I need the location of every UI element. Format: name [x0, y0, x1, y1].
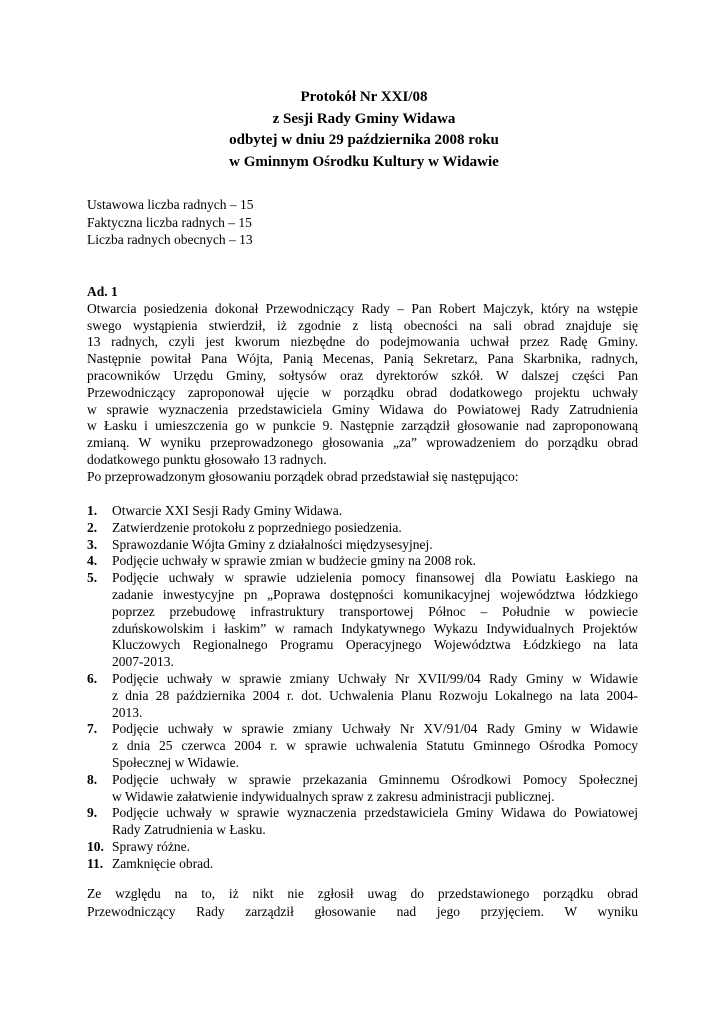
agenda-item — [87, 553, 638, 570]
section-paragraph — [87, 301, 638, 469]
paragraph-line: dodatkowego punktu głosowało 13 radnych. — [87, 451, 327, 467]
agenda-item-line: Podjęcie uchwały w sprawie udzielenia pomocy finansowej dla Powiatu Łaskiego na — [112, 570, 638, 586]
agenda-item-number: 3. — [87, 536, 98, 552]
agenda-item-line: Rady Zatrudnienia w Łasku. — [112, 822, 266, 838]
agenda-item-text — [112, 856, 638, 873]
agenda-item-line: zadanie inwestycyjne pn „Poprawa dostępności komunikacyjnej województwa łódzkiego — [112, 586, 638, 602]
agenda-item-text — [112, 839, 638, 856]
agenda-item-text — [112, 537, 638, 554]
agenda-item — [87, 520, 638, 537]
agenda-item — [87, 503, 638, 520]
closing-paragraph — [87, 885, 638, 920]
agenda-item — [87, 856, 638, 873]
paragraph-line: zmianą. W wyniku przeprowadzonego głosowania „za” wprowadzeniem do porządku obrad — [87, 435, 638, 451]
paragraph-line: 13 radnych, czyli jest kworum niezbędne do podejmowania uchwał przez Radę Gminy. — [87, 334, 638, 350]
agenda-item — [87, 671, 638, 721]
agenda-item-text — [112, 721, 638, 771]
agenda-item-number: 6. — [87, 670, 98, 686]
closing-line: Ze względu na to, iż nikt nie zgłosił uwag do przedstawionego porządku obrad — [87, 886, 638, 901]
agenda-item-line: Podjęcie uchwały w sprawie przekazania Gminnemu Ośrodkowi Pomocy Społecznej — [112, 771, 638, 787]
agenda-item-number: 10. — [87, 838, 104, 854]
agenda-item-line: Kluczowych Regionalnego Programu Operacyjnego Województwa Łódzkiego na lata — [112, 637, 638, 653]
paragraph-line: w Łasku i umieszczenia go w punkcie 9. Następnie zarządził głosowanie nad zaproponowaną — [87, 418, 638, 434]
agenda-item-number: 4. — [87, 553, 98, 569]
title-line: odbytej w dniu 29 października 2008 roku — [229, 132, 499, 148]
agenda-item — [87, 570, 638, 671]
agenda-intro: Po przeprowadzonym głosowaniu porządek obrad przedstawiał się następująco: — [87, 468, 519, 484]
title-line: z Sesji Rady Gminy Widawa — [272, 110, 456, 127]
agenda-item-line: Podjęcie uchwały w sprawie zmiany Uchwały Nr XV/91/04 Rady Gminy w Widawie — [112, 721, 638, 737]
agenda-item — [87, 772, 638, 806]
attendance-stats — [87, 196, 253, 249]
agenda-item-line: Sprawy różne. — [112, 838, 190, 854]
agenda-item-line: Sprawozdanie Wójta Gminy z działalności międzysesyjnej. — [112, 536, 433, 552]
section-ad-1 — [87, 284, 638, 486]
agenda-item-line: Społecznej w Widawie. — [112, 754, 240, 770]
title-line: w Gminnym Ośrodku Kultury w Widawie — [229, 153, 499, 170]
agenda-item-text — [112, 570, 638, 671]
agenda-item — [87, 721, 638, 771]
agenda-item-line: z dnia 25 czerwca 2004 r. w sprawie uchwalenia Statutu Gminnego Ośrodka Pomocy — [112, 738, 638, 754]
agenda-item-number: 2. — [87, 519, 98, 535]
stat-line: Liczba radnych obecnych – 13 — [87, 232, 253, 247]
agenda-item-number: 1. — [87, 503, 98, 518]
paragraph-line: Przewodniczący zaproponował ujęcie w porządku obrad dodatkowego projektu uchwały — [87, 384, 638, 400]
agenda-item-text — [112, 772, 638, 806]
agenda-item — [87, 805, 638, 839]
agenda-item-text — [112, 671, 638, 721]
agenda-item-line: 2013. — [112, 704, 143, 720]
agenda-item-text — [112, 520, 638, 537]
agenda-list — [87, 503, 638, 873]
agenda-item-number: 11. — [87, 855, 104, 871]
paragraph-line: Następnie powitał Pana Wójta, Panią Mecenas, Panią Sekretarz, Pana Skarbnika, radnych, — [87, 351, 638, 367]
paragraph-line: pracowników Urzędu Gminy, sołtysów oraz dyrektorów szkół. W dalszej części Pan — [87, 367, 638, 383]
paragraph-line: w sprawie wyznaczenia przedstawiciela Gminy Widawa do Powiatowej Rady Zatrudnienia — [87, 401, 638, 417]
agenda-item — [87, 839, 638, 856]
agenda-item-line: poprzez przebudowę infrastruktury transportowej Północ – Południe w powiecie — [112, 603, 638, 619]
agenda-item-line: Zamknięcie obrad. — [112, 855, 214, 871]
agenda-item — [87, 537, 638, 554]
agenda-item-text — [112, 503, 638, 520]
agenda-item-text — [112, 553, 638, 570]
agenda-item-text — [112, 805, 638, 839]
document-title — [90, 87, 638, 173]
paragraph-line: Otwarcia posiedzenia dokonał Przewodniczący Rady – Pan Robert Majczyk, który na wstępie — [87, 300, 638, 316]
agenda-item-line: Otwarcie XXI Sesji Rady Gminy Widawa. — [112, 503, 343, 518]
paragraph-line: swego wystąpienia stwierdził, iż zgodnie z listą obecności na sali obrad znajduje się — [87, 317, 638, 333]
agenda-item-line: Podjęcie uchwały w sprawie wyznaczenia przedstawiciela Gminy Widawa do Powiatowej — [112, 805, 638, 821]
section-heading: Ad. 1 — [87, 284, 118, 299]
agenda-item-line: Zatwierdzenie protokołu z poprzedniego posiedzenia. — [112, 519, 402, 535]
agenda-item-line: Podjęcie uchwały w sprawie zmiany Uchwały Nr XVII/99/04 Rady Gminy w Widawie — [112, 670, 638, 686]
stat-line: Faktyczna liczba radnych – 15 — [87, 214, 252, 230]
agenda-item-number: 5. — [87, 570, 98, 586]
agenda-item-line: w Widawie załatwienie indywidualnych spraw z zakresu administracji publicznej. — [112, 788, 555, 804]
agenda-item-line: Podjęcie uchwały w sprawie zmian w budżecie gminy na 2008 rok. — [112, 553, 477, 569]
agenda-item-number: 8. — [87, 771, 98, 787]
agenda-item-line: 2007-2013. — [112, 654, 174, 670]
agenda-item-number: 7. — [87, 721, 98, 737]
agenda-item-number: 9. — [87, 805, 98, 821]
stat-line: Ustawowa liczba radnych – 15 — [87, 197, 254, 212]
agenda-item-line: zduńskowolskim i łaskim” w ramach Indykatywnego Wykazu Indywidualnych Projektów — [112, 620, 638, 636]
closing-line: Przewodniczący Rady zarządził głosowanie nad jego przyjęciem. W wyniku — [87, 903, 638, 919]
title-line: Protokół Nr XXI/08 — [300, 89, 428, 105]
agenda-item-line: z dnia 28 października 2004 r. dot. Uchwalenia Planu Rozwoju Lokalnego na lata 2004- — [112, 687, 638, 703]
